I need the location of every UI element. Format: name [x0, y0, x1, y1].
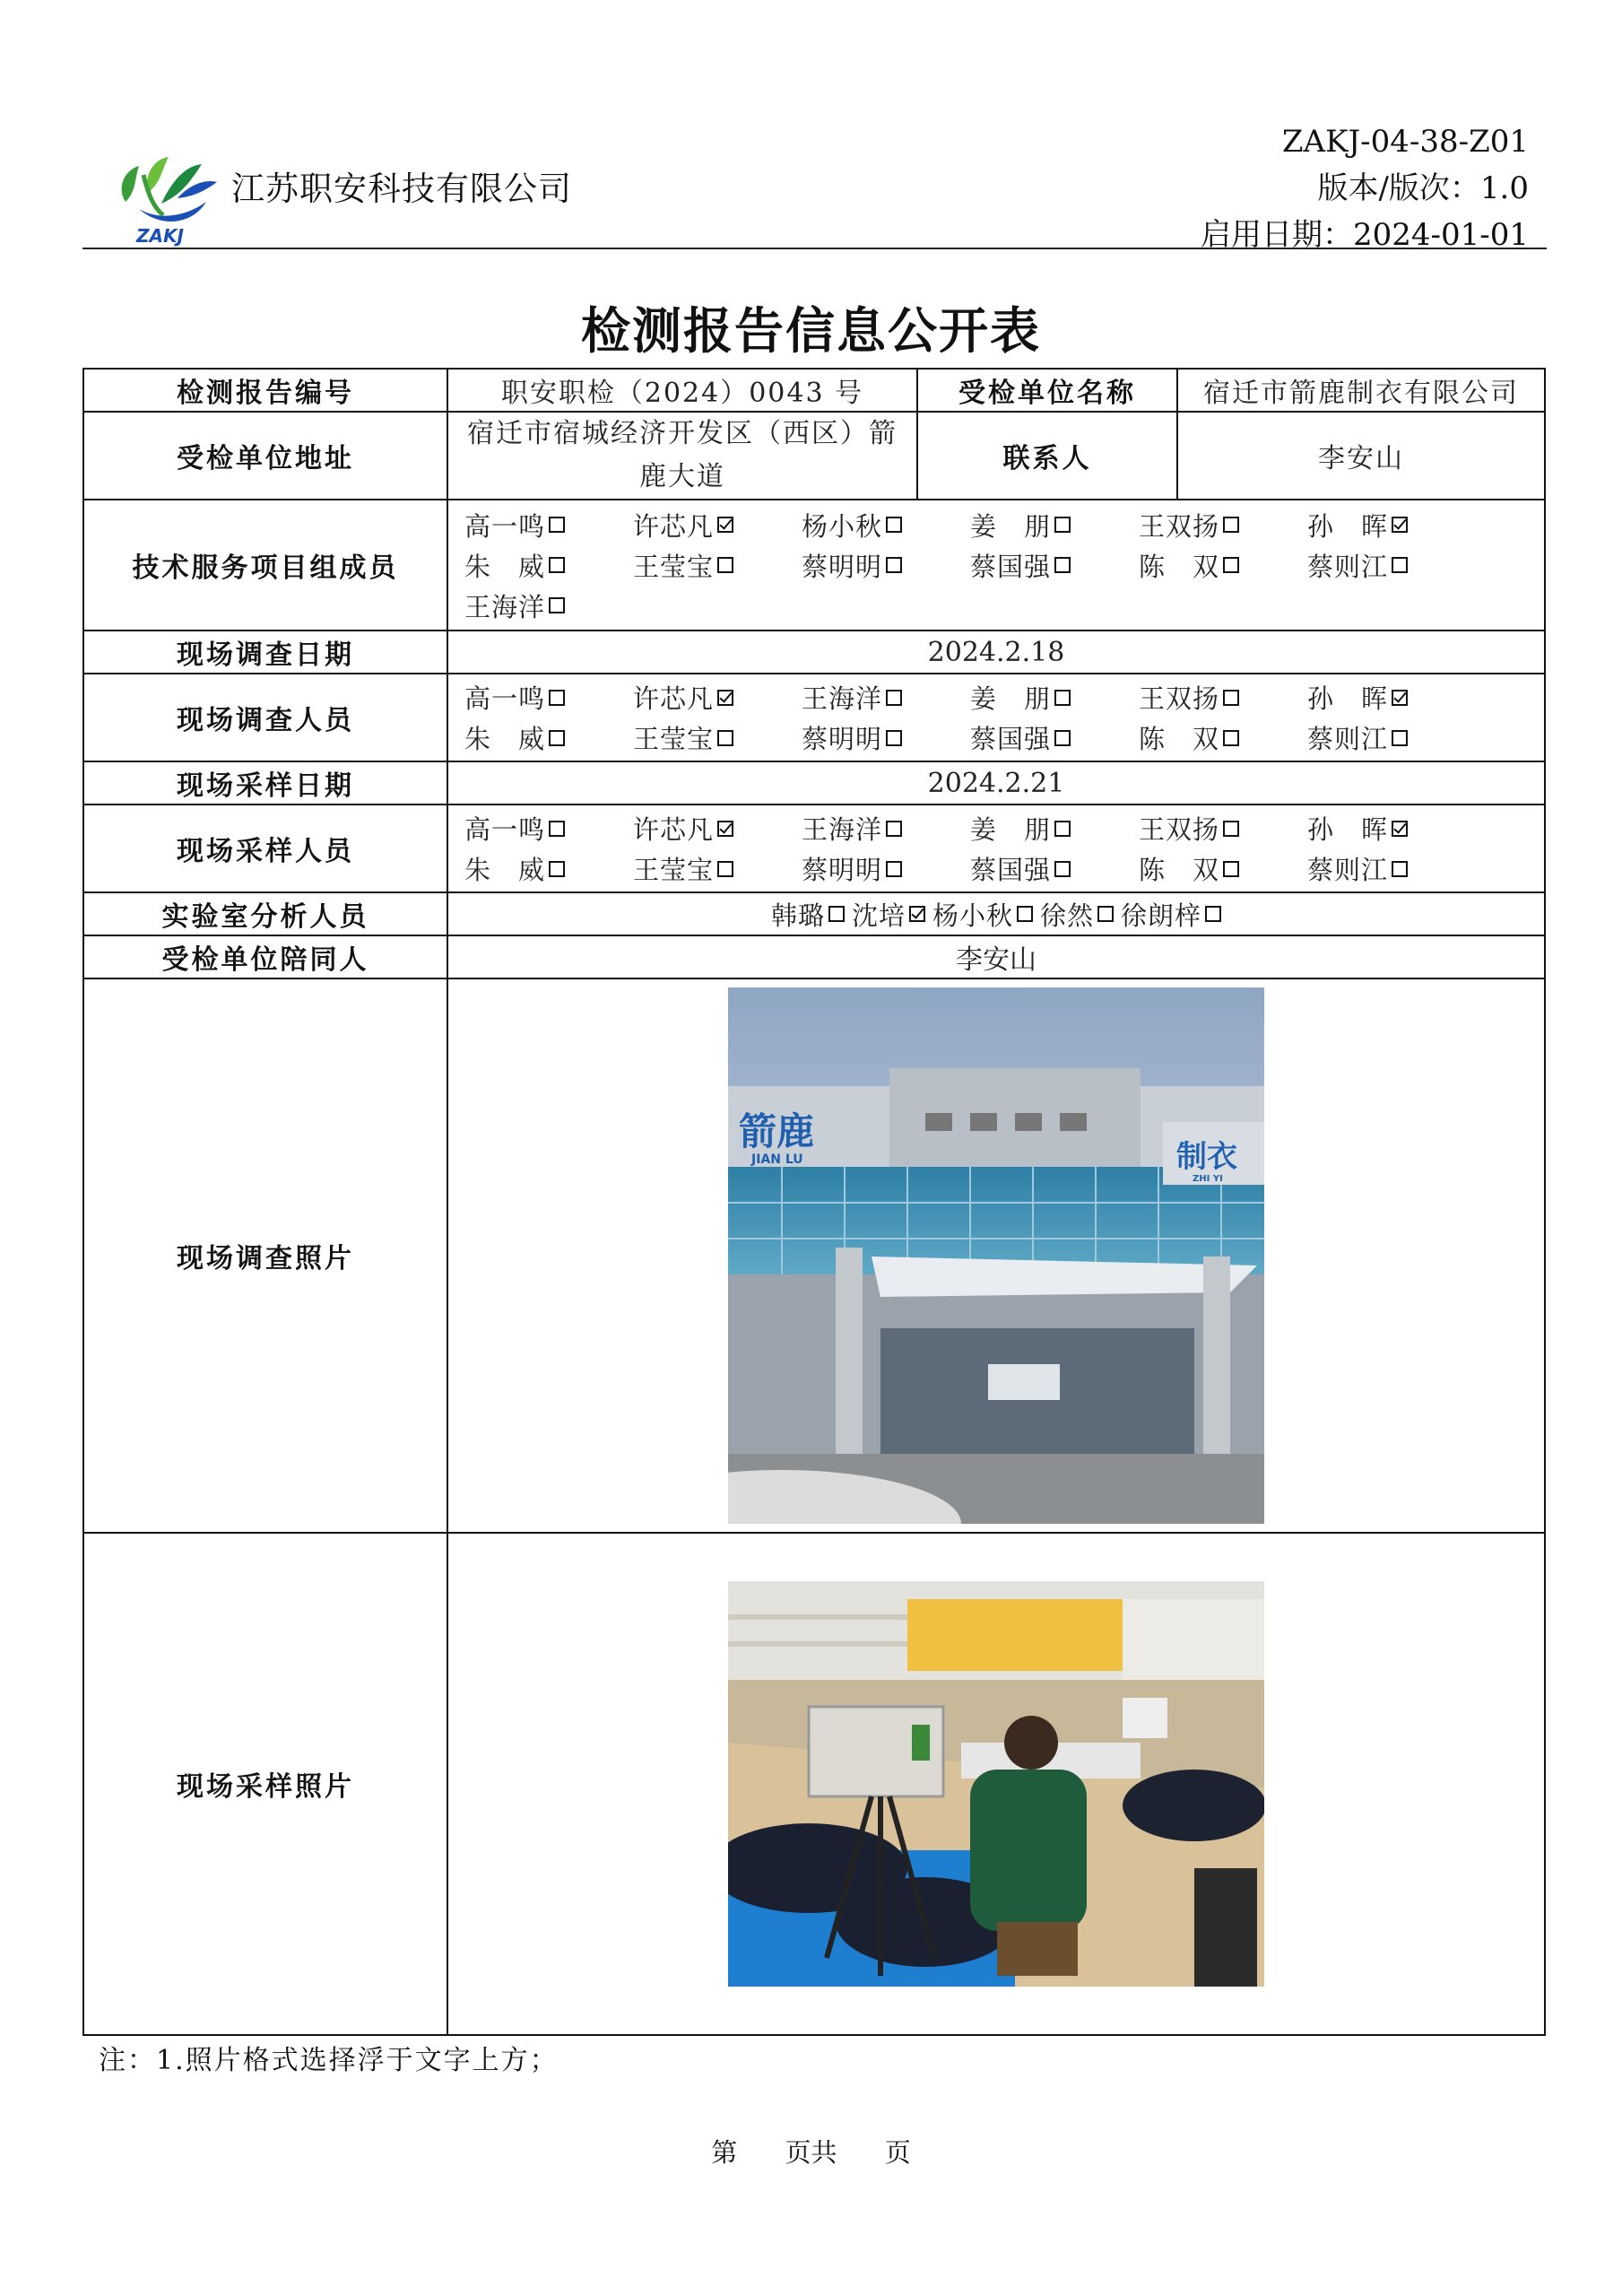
team-members	[447, 500, 1545, 631]
checked-checkbox[interactable]	[717, 517, 733, 533]
unchecked-checkbox[interactable]	[717, 557, 733, 573]
sampling-date-value: 2024.2.21	[447, 761, 1545, 804]
unchecked-checkbox[interactable]	[886, 730, 902, 746]
member-name: 王莹宝	[633, 724, 715, 754]
sign-right: 制衣	[1176, 1139, 1237, 1175]
contact-label: 联系人	[917, 412, 1177, 500]
member-name: 姜 朋	[970, 510, 1052, 542]
survey-staff	[447, 674, 1545, 761]
unchecked-checkbox[interactable]	[1223, 517, 1239, 533]
member-name: 陈 双	[1139, 855, 1220, 885]
member-name: 姜 朋	[970, 814, 1052, 845]
member-item	[1139, 547, 1307, 584]
member-name: 朱 威	[464, 724, 546, 754]
doc-code: ZAKJ-04-38-Z01	[1281, 124, 1529, 160]
unchecked-checkbox[interactable]	[1223, 861, 1239, 877]
member-item	[1307, 547, 1476, 584]
unchecked-checkbox[interactable]	[549, 821, 565, 837]
page-title: 检测报告信息公开表	[580, 301, 1041, 360]
member-name: 朱 威	[464, 855, 546, 885]
unchecked-checkbox[interactable]	[549, 861, 565, 877]
member-item	[464, 850, 633, 887]
member-item	[802, 810, 970, 847]
member-item	[464, 679, 633, 716]
sampling-staff-label: 现场采样人员	[83, 804, 447, 892]
member-item	[464, 547, 633, 584]
member-item	[1139, 679, 1307, 716]
unchecked-checkbox[interactable]	[1392, 861, 1408, 877]
survey-date-label: 现场调查日期	[83, 631, 447, 674]
member-name: 孙 晖	[1307, 814, 1389, 845]
unchecked-checkbox[interactable]	[717, 730, 733, 746]
unchecked-checkbox[interactable]	[828, 906, 845, 922]
member-name: 杨小秋	[932, 900, 1013, 931]
doc-meta	[1201, 118, 1529, 258]
table-row	[83, 369, 1545, 412]
unit-name-value: 宿迁市箭鹿制衣有限公司	[1177, 369, 1545, 412]
unchecked-checkbox[interactable]	[1097, 906, 1114, 922]
unchecked-checkbox[interactable]	[886, 557, 902, 573]
footnote: 注：1.照片格式选择浮于文字上方；	[99, 2045, 559, 2076]
member-item	[1307, 719, 1476, 756]
member-name: 高一鸣	[464, 510, 546, 542]
member-name: 高一鸣	[464, 683, 546, 714]
sampling-date-label: 现场采样日期	[83, 761, 447, 804]
member-item	[1040, 896, 1114, 933]
member-item	[802, 547, 970, 584]
table-row	[83, 761, 1545, 804]
member-name: 蔡国强	[970, 724, 1052, 754]
page-footer	[0, 2133, 1622, 2170]
effective-date: 启用日期：2024-01-01	[1200, 217, 1529, 253]
report-no-value: 职安职检（2024）0043 号	[447, 369, 917, 412]
checked-checkbox[interactable]	[717, 821, 733, 837]
logo-text: ZAKJ	[136, 225, 184, 247]
unchecked-checkbox[interactable]	[1054, 517, 1071, 533]
member-item	[1139, 850, 1307, 887]
unchecked-checkbox[interactable]	[1054, 557, 1071, 573]
survey-staff-label: 现场调查人员	[83, 674, 447, 761]
unchecked-checkbox[interactable]	[886, 517, 902, 533]
member-name: 王莹宝	[633, 855, 715, 885]
page-end-word: 页	[884, 2137, 911, 2168]
member-name: 王海洋	[802, 683, 883, 714]
table-row	[83, 674, 1545, 761]
member-name: 徐朗梓	[1121, 900, 1202, 931]
company-logo	[108, 139, 224, 248]
member-item	[1121, 896, 1221, 933]
sampling-photo-cell	[447, 1533, 1545, 2035]
member-item	[932, 896, 1033, 933]
member-name: 蔡则江	[1307, 724, 1389, 754]
sign-left: 箭鹿	[739, 1109, 815, 1153]
member-item	[1139, 507, 1307, 544]
member-name: 孙 晖	[1307, 510, 1389, 542]
sampling-photo	[728, 1581, 1264, 1987]
member-name: 朱 威	[464, 551, 546, 582]
member-item	[1139, 719, 1307, 756]
unchecked-checkbox[interactable]	[1054, 690, 1071, 706]
member-name: 王双扬	[1139, 814, 1220, 845]
unchecked-checkbox[interactable]	[886, 690, 902, 706]
checked-checkbox[interactable]	[1392, 517, 1408, 533]
checked-checkbox[interactable]	[717, 690, 733, 706]
escort-label: 受检单位陪同人	[83, 935, 447, 978]
member-item	[633, 547, 802, 584]
company-name: 江苏职安科技有限公司	[231, 170, 572, 208]
checked-checkbox[interactable]	[909, 906, 925, 922]
member-name: 蔡明明	[802, 724, 883, 754]
unchecked-checkbox[interactable]	[886, 821, 902, 837]
address-value: 宿迁市宿城经济开发区（西区）箭鹿大道	[447, 412, 917, 500]
unchecked-checkbox[interactable]	[1392, 730, 1408, 746]
unchecked-checkbox[interactable]	[549, 730, 565, 746]
member-name: 蔡国强	[970, 551, 1052, 582]
table-row	[83, 631, 1545, 674]
member-name: 蔡明明	[802, 551, 883, 582]
member-item	[464, 587, 633, 624]
member-item	[970, 850, 1139, 887]
member-name: 王海洋	[802, 814, 883, 845]
escort-value: 李安山	[447, 935, 1545, 978]
table-row	[83, 500, 1545, 631]
unchecked-checkbox[interactable]	[1017, 906, 1033, 922]
table-row	[83, 1533, 1545, 2035]
member-item	[802, 507, 970, 544]
member-item	[633, 719, 802, 756]
member-name: 韩璐	[770, 900, 825, 931]
address-label: 受检单位地址	[83, 412, 447, 500]
member-name: 孙 晖	[1307, 683, 1389, 714]
page-total-word: 页共	[785, 2137, 837, 2168]
table-row	[83, 804, 1545, 892]
survey-photo	[728, 987, 1264, 1524]
member-item	[633, 679, 802, 716]
member-item	[970, 679, 1139, 716]
table-row	[83, 892, 1545, 935]
lab-staff	[447, 892, 1545, 935]
unchecked-checkbox[interactable]	[1054, 861, 1071, 877]
member-item	[633, 507, 802, 544]
member-name: 蔡国强	[970, 855, 1052, 885]
unchecked-checkbox[interactable]	[549, 517, 565, 533]
report-table	[82, 368, 1546, 2036]
member-item	[771, 896, 845, 933]
unchecked-checkbox[interactable]	[1392, 557, 1408, 573]
member-name: 王海洋	[464, 591, 546, 622]
unchecked-checkbox[interactable]	[549, 557, 565, 573]
sampling-staff	[447, 804, 1545, 892]
member-item	[464, 507, 633, 544]
member-name: 高一鸣	[464, 814, 546, 845]
contact-value: 李安山	[1177, 412, 1545, 500]
member-name: 许芯凡	[633, 683, 715, 714]
sign-left-sub: JIAN LU	[751, 1152, 803, 1167]
member-item	[633, 850, 802, 887]
member-item	[970, 507, 1139, 544]
report-no-label: 检测报告编号	[83, 369, 447, 412]
survey-photo-label: 现场调查照片	[83, 978, 447, 1533]
unchecked-checkbox[interactable]	[886, 861, 902, 877]
member-item	[1307, 810, 1476, 847]
member-item	[633, 810, 802, 847]
member-name: 徐然	[1040, 900, 1095, 931]
member-name: 陈 双	[1139, 724, 1220, 754]
unit-name-label: 受检单位名称	[917, 369, 1177, 412]
team-label: 技术服务项目组成员	[83, 500, 447, 631]
member-name: 王莹宝	[633, 551, 715, 582]
member-name: 姜 朋	[970, 683, 1052, 714]
member-item	[802, 719, 970, 756]
member-name: 王双扬	[1139, 683, 1220, 714]
checked-checkbox[interactable]	[1392, 690, 1408, 706]
sampling-photo-label: 现场采样照片	[83, 1533, 447, 2035]
member-name: 王双扬	[1139, 510, 1220, 542]
table-row	[83, 978, 1545, 1533]
member-item	[1139, 810, 1307, 847]
unchecked-checkbox[interactable]	[1223, 821, 1239, 837]
member-name: 蔡则江	[1307, 855, 1389, 885]
unchecked-checkbox[interactable]	[1223, 690, 1239, 706]
member-name: 杨小秋	[802, 510, 883, 542]
checked-checkbox[interactable]	[1392, 821, 1408, 837]
sign-right-sub: ZHI YI	[1193, 1174, 1223, 1184]
member-item	[970, 547, 1139, 584]
table-row	[83, 935, 1545, 978]
member-name: 沈培	[851, 900, 906, 931]
unchecked-checkbox[interactable]	[1054, 730, 1071, 746]
member-name: 许芯凡	[633, 814, 715, 845]
unchecked-checkbox[interactable]	[1223, 557, 1239, 573]
member-item	[464, 719, 633, 756]
member-item	[802, 850, 970, 887]
table-row	[83, 412, 1545, 500]
unchecked-checkbox[interactable]	[1205, 906, 1221, 922]
member-item	[802, 679, 970, 716]
lab-staff-label: 实验室分析人员	[83, 892, 447, 935]
member-item	[1307, 507, 1476, 544]
header-divider	[82, 248, 1547, 249]
member-name: 许芯凡	[633, 510, 715, 542]
survey-photo-cell	[447, 978, 1545, 1533]
page-word: 第	[711, 2137, 738, 2168]
member-item	[970, 719, 1139, 756]
unchecked-checkbox[interactable]	[1223, 730, 1239, 746]
member-item	[464, 810, 633, 847]
member-item	[970, 810, 1139, 847]
survey-date-value: 2024.2.18	[447, 631, 1545, 674]
doc-version: 版本/版次：1.0	[1317, 170, 1529, 206]
unchecked-checkbox[interactable]	[1054, 821, 1071, 837]
unchecked-checkbox[interactable]	[549, 597, 565, 613]
member-name: 蔡则江	[1307, 551, 1389, 582]
unchecked-checkbox[interactable]	[717, 861, 733, 877]
unchecked-checkbox[interactable]	[549, 690, 565, 706]
member-item	[1307, 679, 1476, 716]
member-item	[852, 896, 925, 933]
member-name: 蔡明明	[802, 855, 883, 885]
member-item	[1307, 850, 1476, 887]
member-name: 陈 双	[1139, 551, 1220, 582]
